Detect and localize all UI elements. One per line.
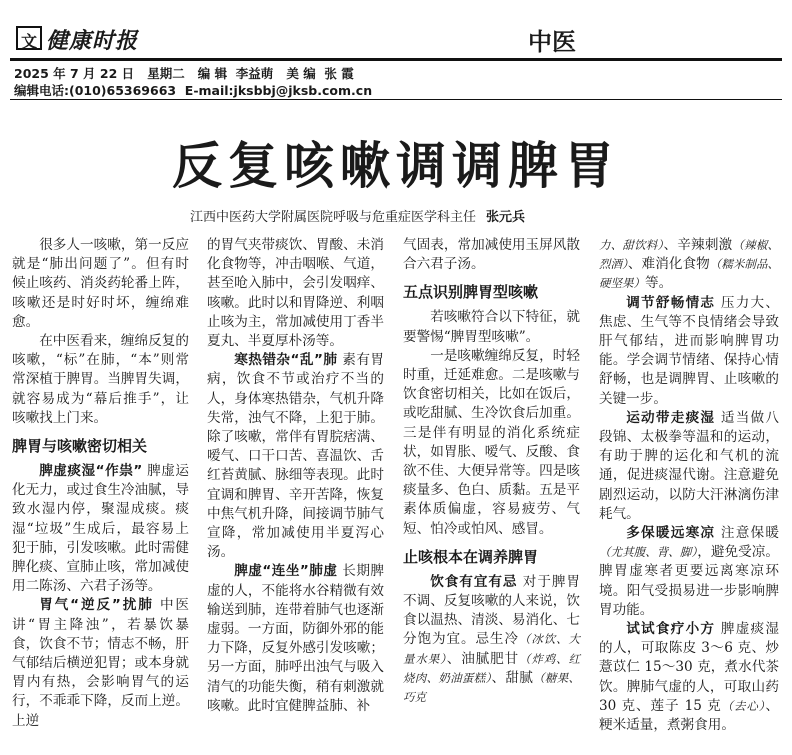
- subheading: 五点识别脾胃型咳嗽: [403, 283, 539, 302]
- article-column-2: [207, 236, 384, 716]
- paragraph: 在中医看来，缠绵反复的咳嗽，“标”在肺，“本”则常常深植于脾胃。当脾胃失调，就容易成为“幕后推手”，让咳嗽找上门来。: [12, 333, 189, 426]
- article-column-3: [403, 236, 580, 707]
- author-name: 张元兵: [486, 210, 526, 225]
- paragraph: 多保暖远寒凉 注意保暖（尤其腹、背、脚），避免受凉。脾胃虚寒者更要远离寒凉环境。阳气受损易进一步影响脾胃功能。: [599, 525, 780, 618]
- paragraph: 力、甜饮料）、辛辣刺激（辣椒、烈酒）、难消化食物（糯米制品、硬坚果）等。: [599, 237, 780, 292]
- subheading: 脾胃与咳嗽密切相关: [12, 437, 148, 456]
- paragraph: 脾虚痰湿“作祟” 脾虚运化无力，或过食生冷油腻，导致水湿内停，聚湿成痰。痰湿“垃圾”生成后，最容易上犯于肺，引发咳嗽。此时需健脾化痰、宣肺止咳，常加减使用二陈汤、六君子汤等。: [12, 463, 190, 595]
- masthead: [10, 22, 782, 56]
- header-rule: [10, 58, 782, 61]
- byline: [190, 206, 525, 225]
- paragraph: 一是咳嗽缠绵反复，时轻时重，迁延难愈。二是咳嗽与饮食密切相关，比如在饭后，或吃甜腻、生冷饮食后加重。三是伴有明显的消化系统症状，如胃胀、嗳气、反酸、食欲不佳、大便异常等。四是咳痰量多、色白、质黏。五是平素体质偏虚，容易疲劳、气短、怕冷或怕风、感冒。: [403, 347, 580, 537]
- paragraph: 调节舒畅情志 压力大、焦虑、生气等不良情绪会导致肝气郁结，进而影响脾胃功能。学会调节情绪、保持心情舒畅，也是调脾胃、止咳嗽的关键一步。: [599, 294, 779, 407]
- author-affiliation: 江西中医药大学附属医院呼吸与危重症医学科主任: [190, 210, 477, 225]
- paragraph: 寒热错杂“乱”肺 素有胃病，饮食不节或治疗不当的人，身体寒热错杂，气机升降失常，浊气不降，上犯于肺。除了咳嗽，常伴有胃脘痞满、嗳气、口干口苦、喜温饮、舌红苔黄腻、脉细等表现。此时宜调和脾胃、辛开苦降，恢复中焦气机升降，间接调节肺气宣降，常加减使用半夏泻心汤。: [207, 352, 385, 561]
- paragraph: 试试食疗小方 脾虚痰湿的人，可取陈皮 3～6 克、炒薏苡仁 15～30 克，煮水代茶饮。脾肺气虚的人，可取山药 30 克、莲子 15 克（去心）、粳米适量，煮粥食用。: [599, 621, 780, 734]
- newspaper-name: 健康时报: [46, 29, 139, 54]
- newspaper-logo-icon: 文: [16, 26, 42, 50]
- article-column-1: [12, 236, 189, 731]
- paragraph: 饮食有宜有忌 对于脾胃不调、反复咳嗽的人来说，饮食以温热、清淡、易消化、七分饱为宜。忌生冷（冰饮、大量水果）、油腻肥甘（炸鸡、红烧肉、奶油蛋糕）、甜腻（糖果、巧克: [403, 573, 581, 705]
- section-title: 中医: [528, 28, 576, 56]
- paragraph: 气固表，常加减使用玉屏风散合六君子汤。: [403, 237, 580, 273]
- info-rule: [10, 99, 782, 100]
- paragraph: 很多人一咳嗽，第一反应就是“肺出问题了”。但有时候止咳药、消炎药轮番上阵，咳嗽还是时好时坏，缠绵难愈。: [12, 237, 189, 330]
- paragraph: 脾虚“连坐”肺虚 长期脾虚的人，不能将水谷精微有效输送到肺，连带着肺气也逐渐虚弱。一方面，防御外邪的能力下降，反复外感引发咳嗽；另一方面，肺呼出浊气与吸入清气的功能失衡，稍有刺激就咳嗽。此时宜健脾益肺、补: [207, 563, 385, 714]
- paragraph: 的胃气夹带痰饮、胃酸、未消化食物等，冲击咽喉、气道，甚至呛入肺中，会引发咽痒、咳嗽。此时以和胃降逆、利咽止咳为主，常加减使用丁香半夏丸、半夏厚朴汤等。: [207, 237, 384, 350]
- issue-info: 2025 年 7 月 22 日 星期二 编 辑 李益萌 美 编 张 霞: [14, 66, 354, 81]
- editor-contact: 编辑电话:(010)65369663 E-mail:jksbbj@jksb.com.cn: [14, 83, 373, 98]
- paragraph: 胃气“逆反”扰肺 中医讲“胃主降浊”，若暴饮暴食，饮食不节；情志不畅，肝气郁结后横逆犯胃；或本身就胃内有热，会影响胃气的运行，不乖乖下降，反而上逆。上逆: [12, 597, 190, 729]
- subheading: 止咳根本在调养脾胃: [403, 547, 539, 566]
- article-headline: 反复咳嗽调调脾胃: [172, 137, 620, 195]
- paragraph: 若咳嗽符合以下特征，就要警惕“脾胃型咳嗽”。: [403, 309, 580, 345]
- article-column-4: [599, 236, 779, 735]
- paragraph: 运动带走痰湿 适当做八段锦、太极拳等温和的运动，有助于脾的运化和气机的流通，促进痰湿代谢。注意避免剧烈运动，以防大汗淋漓伤津耗气。: [599, 409, 779, 522]
